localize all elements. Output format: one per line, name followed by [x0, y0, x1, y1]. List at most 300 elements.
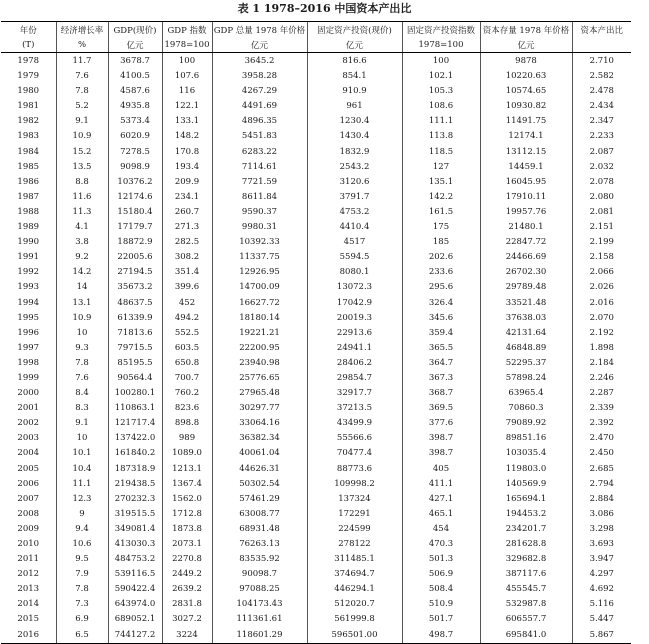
table-cell: 319515.5: [108, 507, 162, 522]
table-cell: 398.7: [402, 431, 480, 446]
table-cell: 2639.2: [162, 582, 212, 597]
table-cell: 1979: [17, 71, 40, 82]
table-row: [1, 612, 631, 627]
table-cell: 387117.6: [480, 567, 572, 582]
column-header: 亿元: [307, 37, 402, 53]
table-cell: 13.5: [56, 160, 108, 175]
table-cell: 2.347: [572, 114, 631, 129]
table-cell: 79089.92: [480, 416, 572, 431]
table-row: [1, 190, 631, 205]
table-cell: 135.1: [402, 175, 480, 190]
table-row: [1, 507, 631, 522]
table-cell: 1832.9: [307, 145, 402, 160]
table-cell: 345.6: [402, 311, 480, 326]
table-cell: 2449.2: [162, 567, 212, 582]
table-header: [1, 22, 631, 53]
table-cell: 1993: [17, 282, 40, 293]
table-cell: 2.287: [572, 386, 631, 401]
table-cell: 8.3: [56, 401, 108, 416]
table-cell: 2.450: [572, 446, 631, 461]
table-cell: 161.5: [402, 205, 480, 220]
table-cell: 24466.69: [480, 250, 572, 265]
table-cell: 2.066: [572, 265, 631, 280]
table-cell: 9590.37: [212, 205, 307, 220]
table-cell: 13.1: [56, 296, 108, 311]
table-cell: 46848.89: [480, 341, 572, 356]
table-cell: 85195.5: [108, 356, 162, 371]
table-row: [1, 145, 631, 160]
table-cell: 484753.2: [108, 552, 162, 567]
table-cell: 118601.29: [212, 628, 307, 644]
table-cell: 7.9: [56, 567, 108, 582]
table-cell: 33064.16: [212, 416, 307, 431]
table-cell: 10376.2: [108, 175, 162, 190]
table-cell: 17910.11: [480, 190, 572, 205]
table-cell: 9.1: [56, 416, 108, 431]
table-cell: 27194.5: [108, 265, 162, 280]
table-cell: 2014: [17, 599, 40, 610]
table-title: 表 1 1978–2016 中国资本产出比: [237, 2, 412, 15]
table-cell: 15180.4: [108, 205, 162, 220]
table-cell: 5373.4: [108, 114, 162, 129]
table-cell: 185: [402, 235, 480, 250]
table-cell: 30297.77: [212, 401, 307, 416]
table-cell: 2.233: [572, 129, 631, 144]
table-cell: 52295.37: [480, 356, 572, 371]
table-cell: 4491.69: [212, 99, 307, 114]
table-cell: 137422.0: [108, 431, 162, 446]
table-cell: 22200.95: [212, 341, 307, 356]
table-cell: 5451.83: [212, 129, 307, 144]
table-cell: 398.7: [402, 446, 480, 461]
table-cell: 5.867: [572, 628, 631, 644]
table-cell: 329682.8: [480, 552, 572, 567]
table-cell: 454: [402, 522, 480, 537]
table-cell: 90098.7: [212, 567, 307, 582]
table-cell: 11.3: [56, 205, 108, 220]
table-cell: 1992: [17, 267, 40, 278]
table-row: [1, 416, 631, 431]
table-cell: 260.7: [162, 205, 212, 220]
table-cell: 127: [402, 160, 480, 175]
table-cell: 104173.43: [212, 597, 307, 612]
table-cell: 40061.04: [212, 446, 307, 461]
table-cell: 539116.5: [108, 567, 162, 582]
table-row: [1, 175, 631, 190]
table-cell: 2.794: [572, 477, 631, 492]
table-cell: 148.2: [162, 129, 212, 144]
column-header: GDP 总量 1978 年价格: [212, 22, 307, 38]
table-cell: 165694.1: [480, 492, 572, 507]
table-cell: 6.9: [56, 612, 108, 627]
table-cell: 643974.0: [108, 597, 162, 612]
table-cell: 5.447: [572, 612, 631, 627]
table-cell: 27965.48: [212, 386, 307, 401]
table-cell: 10.6: [56, 537, 108, 552]
table-cell: 1999: [17, 372, 40, 383]
table-cell: 989: [162, 431, 212, 446]
table-cell: 1990: [17, 237, 40, 248]
table-cell: 18180.14: [212, 311, 307, 326]
table-cell: 28406.2: [307, 356, 402, 371]
column-header: (T): [1, 37, 56, 53]
table-cell: 7114.61: [212, 160, 307, 175]
table-cell: 10930.82: [480, 99, 572, 114]
table-row: [1, 326, 631, 341]
table-cell: 351.4: [162, 265, 212, 280]
table-cell: 175: [402, 220, 480, 235]
column-header: 亿元: [212, 37, 307, 53]
table-cell: 9098.9: [108, 160, 162, 175]
table-cell: 63965.4: [480, 386, 572, 401]
table-cell: 83535.92: [212, 552, 307, 567]
table-cell: 1984: [17, 146, 40, 157]
table-cell: 3.693: [572, 537, 631, 552]
table-cell: 1988: [17, 206, 40, 217]
table-cell: 22913.6: [307, 326, 402, 341]
table-cell: 202.6: [402, 250, 480, 265]
table-cell: 14459.1: [480, 160, 572, 175]
table-cell: 1986: [17, 176, 40, 187]
table-cell: 187318.9: [108, 462, 162, 477]
table-cell: 326.4: [402, 296, 480, 311]
table-cell: 10392.33: [212, 235, 307, 250]
table-cell: 3645.2: [212, 53, 307, 70]
table-row: [1, 522, 631, 537]
table-cell: 142.2: [402, 190, 480, 205]
table-cell: 823.6: [162, 401, 212, 416]
table-cell: 122.1: [162, 99, 212, 114]
table-cell: 1980: [17, 86, 40, 97]
table-cell: 10: [56, 431, 108, 446]
table-cell: 760.2: [162, 386, 212, 401]
table-cell: 590422.4: [108, 582, 162, 597]
table-cell: 910.9: [307, 84, 402, 99]
table-cell: 7278.5: [108, 145, 162, 160]
table-cell: 170.8: [162, 145, 212, 160]
table-cell: 37213.5: [307, 401, 402, 416]
table-cell: 4517: [307, 235, 402, 250]
table-cell: 2.032: [572, 160, 631, 175]
table-cell: 1987: [17, 191, 40, 202]
column-header: 亿元: [108, 37, 162, 53]
table-cell: 816.6: [307, 53, 402, 70]
column-header: 1978=100: [162, 37, 212, 53]
table-cell: 1213.1: [162, 462, 212, 477]
table-row: [1, 265, 631, 280]
table-cell: 44626.31: [212, 462, 307, 477]
table-cell: 108.6: [402, 99, 480, 114]
table-cell: 13112.15: [480, 145, 572, 160]
table-cell: 2831.8: [162, 597, 212, 612]
table-cell: 57461.29: [212, 492, 307, 507]
table-cell: 512020.7: [307, 597, 402, 612]
table-cell: 57898.24: [480, 371, 572, 386]
table-cell: 2013: [17, 584, 40, 595]
column-header: 1978=100: [402, 37, 480, 53]
table-cell: 224599: [307, 522, 402, 537]
table-cell: 1996: [17, 327, 40, 338]
table-cell: 4587.6: [108, 84, 162, 99]
table-cell: 295.6: [402, 280, 480, 295]
table-cell: 2004: [17, 448, 40, 459]
table-cell: 3678.7: [108, 53, 162, 70]
table-cell: 11.1: [56, 477, 108, 492]
table-cell: 2008: [17, 508, 40, 519]
table-cell: 1989: [17, 222, 40, 233]
column-header: 资本存量 1978 年价格: [480, 22, 572, 38]
table-cell: 105.3: [402, 84, 480, 99]
table-row: [1, 582, 631, 597]
table-row: [1, 401, 631, 416]
table-cell: 11.7: [56, 53, 108, 70]
table-cell: 109998.2: [307, 477, 402, 492]
table-cell: 48637.5: [108, 296, 162, 311]
table-cell: 61339.9: [108, 311, 162, 326]
table-cell: 9.5: [56, 552, 108, 567]
table-cell: 1983: [17, 131, 40, 142]
table-cell: 103035.4: [480, 446, 572, 461]
table-row: [1, 53, 631, 70]
table-cell: 282.5: [162, 235, 212, 250]
table-cell: 2.078: [572, 175, 631, 190]
table-cell: 16627.72: [212, 296, 307, 311]
table-cell: 97088.25: [212, 582, 307, 597]
table-row: [1, 235, 631, 250]
table-cell: 70477.4: [307, 446, 402, 461]
table-cell: 5.116: [572, 597, 631, 612]
table-cell: 367.3: [402, 371, 480, 386]
table-cell: 1998: [17, 357, 40, 368]
table-cell: 9.4: [56, 522, 108, 537]
table-cell: 111.1: [402, 114, 480, 129]
table-row: [1, 250, 631, 265]
table-cell: 55566.6: [307, 431, 402, 446]
table-cell: 4935.8: [108, 99, 162, 114]
table-cell: 22847.72: [480, 235, 572, 250]
table-row: [1, 311, 631, 326]
header-row: [1, 22, 631, 38]
table-cell: 193.4: [162, 160, 212, 175]
table-cell: 2001: [17, 403, 40, 414]
table-cell: 3791.7: [307, 190, 402, 205]
table-cell: 121717.4: [108, 416, 162, 431]
capital-output-table: [1, 21, 631, 644]
table-cell: 12174.1: [480, 129, 572, 144]
table-cell: 100: [402, 53, 480, 70]
table-row: [1, 84, 631, 99]
table-cell: 399.6: [162, 280, 212, 295]
table-cell: 1997: [17, 342, 40, 353]
table-cell: 9878: [480, 53, 572, 70]
table-cell: 465.1: [402, 507, 480, 522]
table-cell: 14700.09: [212, 280, 307, 295]
table-cell: 11337.75: [212, 250, 307, 265]
table-cell: 413030.3: [108, 537, 162, 552]
table-cell: 24941.1: [307, 341, 402, 356]
table-cell: 4896.35: [212, 114, 307, 129]
table-cell: 7.6: [56, 69, 108, 84]
table-cell: 2.070: [572, 311, 631, 326]
table-cell: 2.026: [572, 280, 631, 295]
table-row: [1, 99, 631, 114]
table-cell: 2.470: [572, 431, 631, 446]
table-cell: 561999.8: [307, 612, 402, 627]
table-cell: 194453.2: [480, 507, 572, 522]
table-cell: 113.8: [402, 129, 480, 144]
table-cell: 50302.54: [212, 477, 307, 492]
table-cell: 140569.9: [480, 477, 572, 492]
table-cell: 1367.4: [162, 477, 212, 492]
table-cell: 2073.1: [162, 537, 212, 552]
table-cell: 137324: [307, 492, 402, 507]
table-cell: 1089.0: [162, 446, 212, 461]
table-body: [1, 53, 631, 644]
table-cell: 15.2: [56, 145, 108, 160]
table-cell: 29789.48: [480, 280, 572, 295]
table-cell: 107.6: [162, 69, 212, 84]
column-header: 年份: [1, 22, 56, 38]
table-cell: 14: [56, 280, 108, 295]
column-header: %: [56, 37, 108, 53]
table-cell: 2.478: [572, 84, 631, 99]
table-cell: 7.3: [56, 597, 108, 612]
table-cell: 2.339: [572, 401, 631, 416]
table-cell: 2015: [17, 614, 40, 625]
table-cell: 6283.22: [212, 145, 307, 160]
column-header: GDP 指数: [162, 22, 212, 38]
table-cell: 3.8: [56, 235, 108, 250]
table-cell: 90564.4: [108, 371, 162, 386]
table-cell: 2003: [17, 433, 40, 444]
table-cell: 2.087: [572, 145, 631, 160]
table-cell: 2002: [17, 418, 40, 429]
table-row: [1, 462, 631, 477]
table-cell: 6020.9: [108, 129, 162, 144]
table-row: [1, 280, 631, 295]
table-cell: 116: [162, 84, 212, 99]
table-cell: 349081.4: [108, 522, 162, 537]
table-cell: 76263.13: [212, 537, 307, 552]
table-row: [1, 628, 631, 644]
table-row: [1, 567, 631, 582]
table-cell: 689052.1: [108, 612, 162, 627]
table-cell: 498.7: [402, 628, 480, 644]
table-cell: 2.192: [572, 326, 631, 341]
table-cell: 10.4: [56, 462, 108, 477]
table-row: [1, 160, 631, 175]
table-cell: 17179.7: [108, 220, 162, 235]
table-row: [1, 296, 631, 311]
table-cell: 11.6: [56, 190, 108, 205]
column-header: 亿元: [480, 37, 572, 53]
table-row: [1, 220, 631, 235]
table-cell: 2006: [17, 478, 40, 489]
table-cell: 10220.63: [480, 69, 572, 84]
table-cell: 3120.6: [307, 175, 402, 190]
table-cell: 4.297: [572, 567, 631, 582]
table-cell: 596501.00: [307, 628, 402, 644]
table-cell: 111361.61: [212, 612, 307, 627]
table-cell: 452: [162, 296, 212, 311]
table-cell: 744127.2: [108, 628, 162, 644]
column-header: 固定资产投资指数: [402, 22, 480, 38]
table-cell: 508.4: [402, 582, 480, 597]
table-cell: 3958.28: [212, 69, 307, 84]
table-cell: 209.9: [162, 175, 212, 190]
table-cell: 10574.65: [480, 84, 572, 99]
table-cell: 377.6: [402, 416, 480, 431]
table-cell: 68931.48: [212, 522, 307, 537]
table-row: [1, 597, 631, 612]
table-cell: 278122: [307, 537, 402, 552]
table-cell: 2543.2: [307, 160, 402, 175]
table-cell: 1994: [17, 297, 40, 308]
table-cell: 364.7: [402, 356, 480, 371]
table-cell: 532987.8: [480, 597, 572, 612]
table-cell: 603.5: [162, 341, 212, 356]
table-row: [1, 129, 631, 144]
table-cell: 102.1: [402, 69, 480, 84]
table-cell: 118.5: [402, 145, 480, 160]
table-cell: 2.199: [572, 235, 631, 250]
table-cell: 7.8: [56, 356, 108, 371]
table-cell: 8611.84: [212, 190, 307, 205]
table-cell: 1873.8: [162, 522, 212, 537]
table-cell: 271.3: [162, 220, 212, 235]
table-cell: 26702.30: [480, 265, 572, 280]
table-cell: 2.158: [572, 250, 631, 265]
table-row: [1, 341, 631, 356]
table-cell: 119803.0: [480, 462, 572, 477]
table-cell: 25776.65: [212, 371, 307, 386]
table-cell: 233.6: [402, 265, 480, 280]
table-cell: 21480.1: [480, 220, 572, 235]
table-cell: 36382.34: [212, 431, 307, 446]
table-cell: 7721.59: [212, 175, 307, 190]
table-row: [1, 371, 631, 386]
table-row: [1, 69, 631, 84]
table-cell: 19957.76: [480, 205, 572, 220]
table-cell: 2.016: [572, 296, 631, 311]
table-cell: 695841.0: [480, 628, 572, 644]
table-cell: 22005.6: [108, 250, 162, 265]
table-cell: 1712.8: [162, 507, 212, 522]
table-cell: 89851.16: [480, 431, 572, 446]
table-cell: 8.4: [56, 386, 108, 401]
table-cell: 510.9: [402, 597, 480, 612]
table-cell: 369.5: [402, 401, 480, 416]
table-cell: 33521.48: [480, 296, 572, 311]
table-cell: 2.392: [572, 416, 631, 431]
table-cell: 501.7: [402, 612, 480, 627]
table-cell: 2016: [1, 628, 56, 644]
table-cell: 9.1: [56, 114, 108, 129]
table-cell: 5.2: [56, 99, 108, 114]
table-cell: 37638.03: [480, 311, 572, 326]
table-cell: 20019.3: [307, 311, 402, 326]
table-row: [1, 386, 631, 401]
table-cell: 12.3: [56, 492, 108, 507]
table-cell: 365.5: [402, 341, 480, 356]
table-row: [1, 446, 631, 461]
table-cell: 2000: [17, 388, 40, 399]
table-cell: 3.947: [572, 552, 631, 567]
table-cell: 2270.8: [162, 552, 212, 567]
table-cell: 5594.5: [307, 250, 402, 265]
table-cell: 374694.7: [307, 567, 402, 582]
table-cell: 12174.6: [108, 190, 162, 205]
